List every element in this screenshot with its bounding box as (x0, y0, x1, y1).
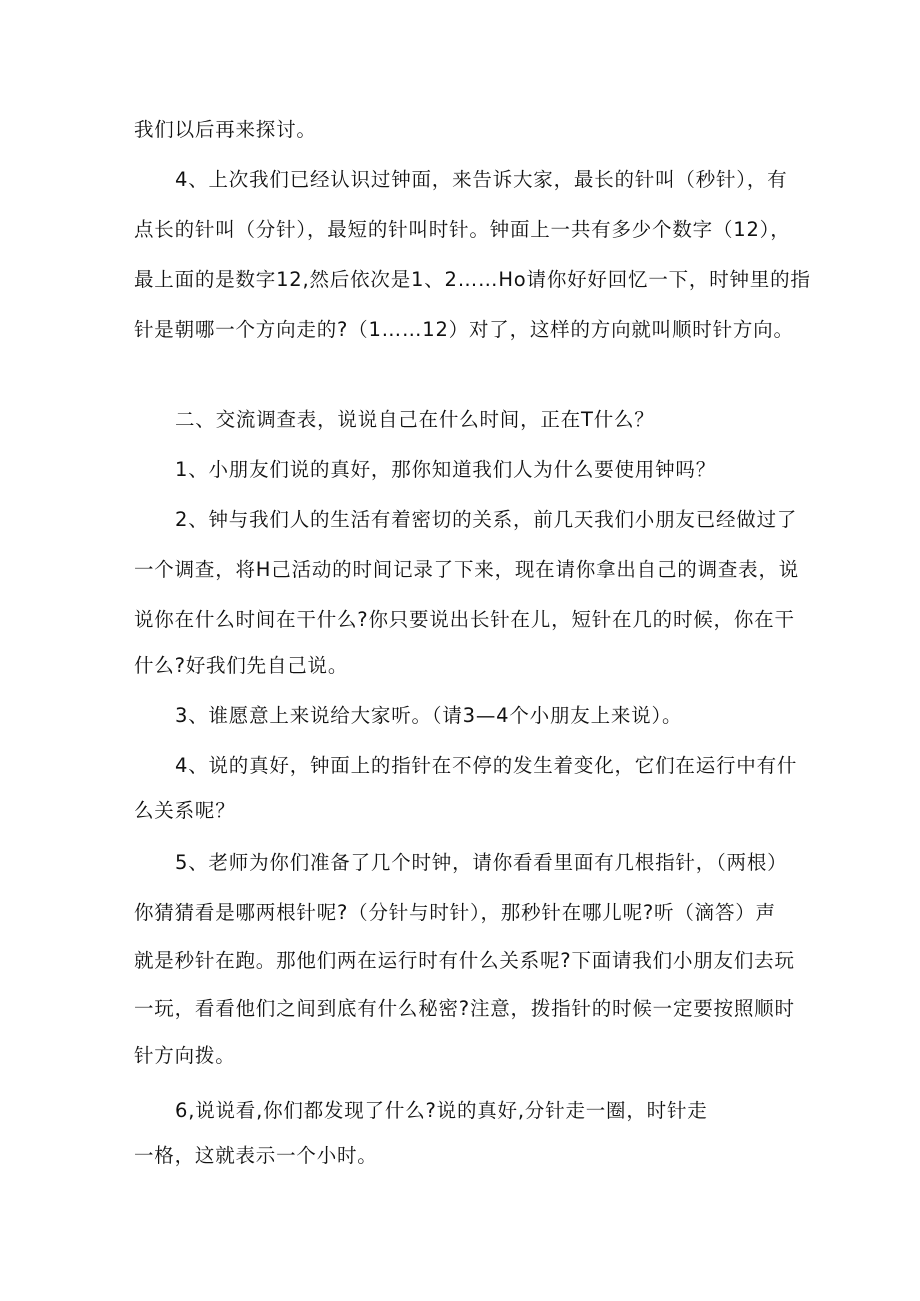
text-line-14: 么关系呢？ (134, 799, 236, 822)
text-line-10: 说你在什么时间在干什么?你只要说出长针在儿，短针在几的时候，你在干 (134, 608, 795, 631)
text-line-17: 就是秒针在跑。那他们两在运行时有什么关系呢?下面请我们小朋友们去玩 (134, 949, 795, 972)
text-line-3: 点长的针叫（分针），最短的针叫时针。钟面上一共有多少个数字（12）， (134, 218, 791, 241)
text-line-12: 3、谁愿意上来说给大家听。（请3—4个小朋友上来说）。 (175, 704, 683, 727)
text-line-9: 一个调查，将H己活动的时间记录了下来，现在请你拿出自己的调查表，说 (134, 558, 800, 581)
text-line-2: 4、上次我们已经认识过钟面，来告诉大家，最长的针叫（秒针），有 (175, 168, 788, 191)
text-line-13: 4、说的真好，钟面上的指针在不停的发生着变化，它们在运行中有什 (175, 754, 798, 777)
text-line-7: 1、小朋友们说的真好，那你知道我们人为什么要使用钟吗？ (175, 458, 717, 481)
text-line-16: 你猜猜看是哪两根针呢?（分针与时针），那秒针在哪儿呢?听（滴答）声 (134, 901, 776, 924)
text-line-11: 什么?好我们先自己说。 (134, 654, 349, 677)
text-line-5: 针是朝哪一个方向走的?（1……12）对了，这样的方向就叫顺时针方向。 (134, 318, 794, 341)
text-line-18: 一玩，看看他们之间到底有什么秘密?注意，拨指针的时候一定要按照顺时 (134, 997, 795, 1020)
text-line-21: 一格，这就表示一个小时。 (134, 1144, 378, 1167)
text-line-4: 最上面的是数字12,然后依次是1、2……Ho请你好好回忆一下，时钟里的指 (134, 268, 811, 291)
text-line-8: 2、钟与我们人的生活有着密切的关系，前几天我们小朋友已经做过了 (175, 508, 798, 531)
text-line-19: 针方向拨。 (134, 1044, 236, 1067)
text-line-20: 6,说说看,你们都发现了什么?说的真好,分针走一圈，时针走 (175, 1099, 708, 1122)
text-line-1: 我们以后再来探讨。 (134, 118, 317, 141)
text-line-15: 5、老师为你们准备了几个时钟，请你看看里面有几根指针，（两根） (175, 851, 788, 874)
section-heading: 二、交流调查表，说说自己在什么时间，正在T什么？ (175, 408, 655, 431)
